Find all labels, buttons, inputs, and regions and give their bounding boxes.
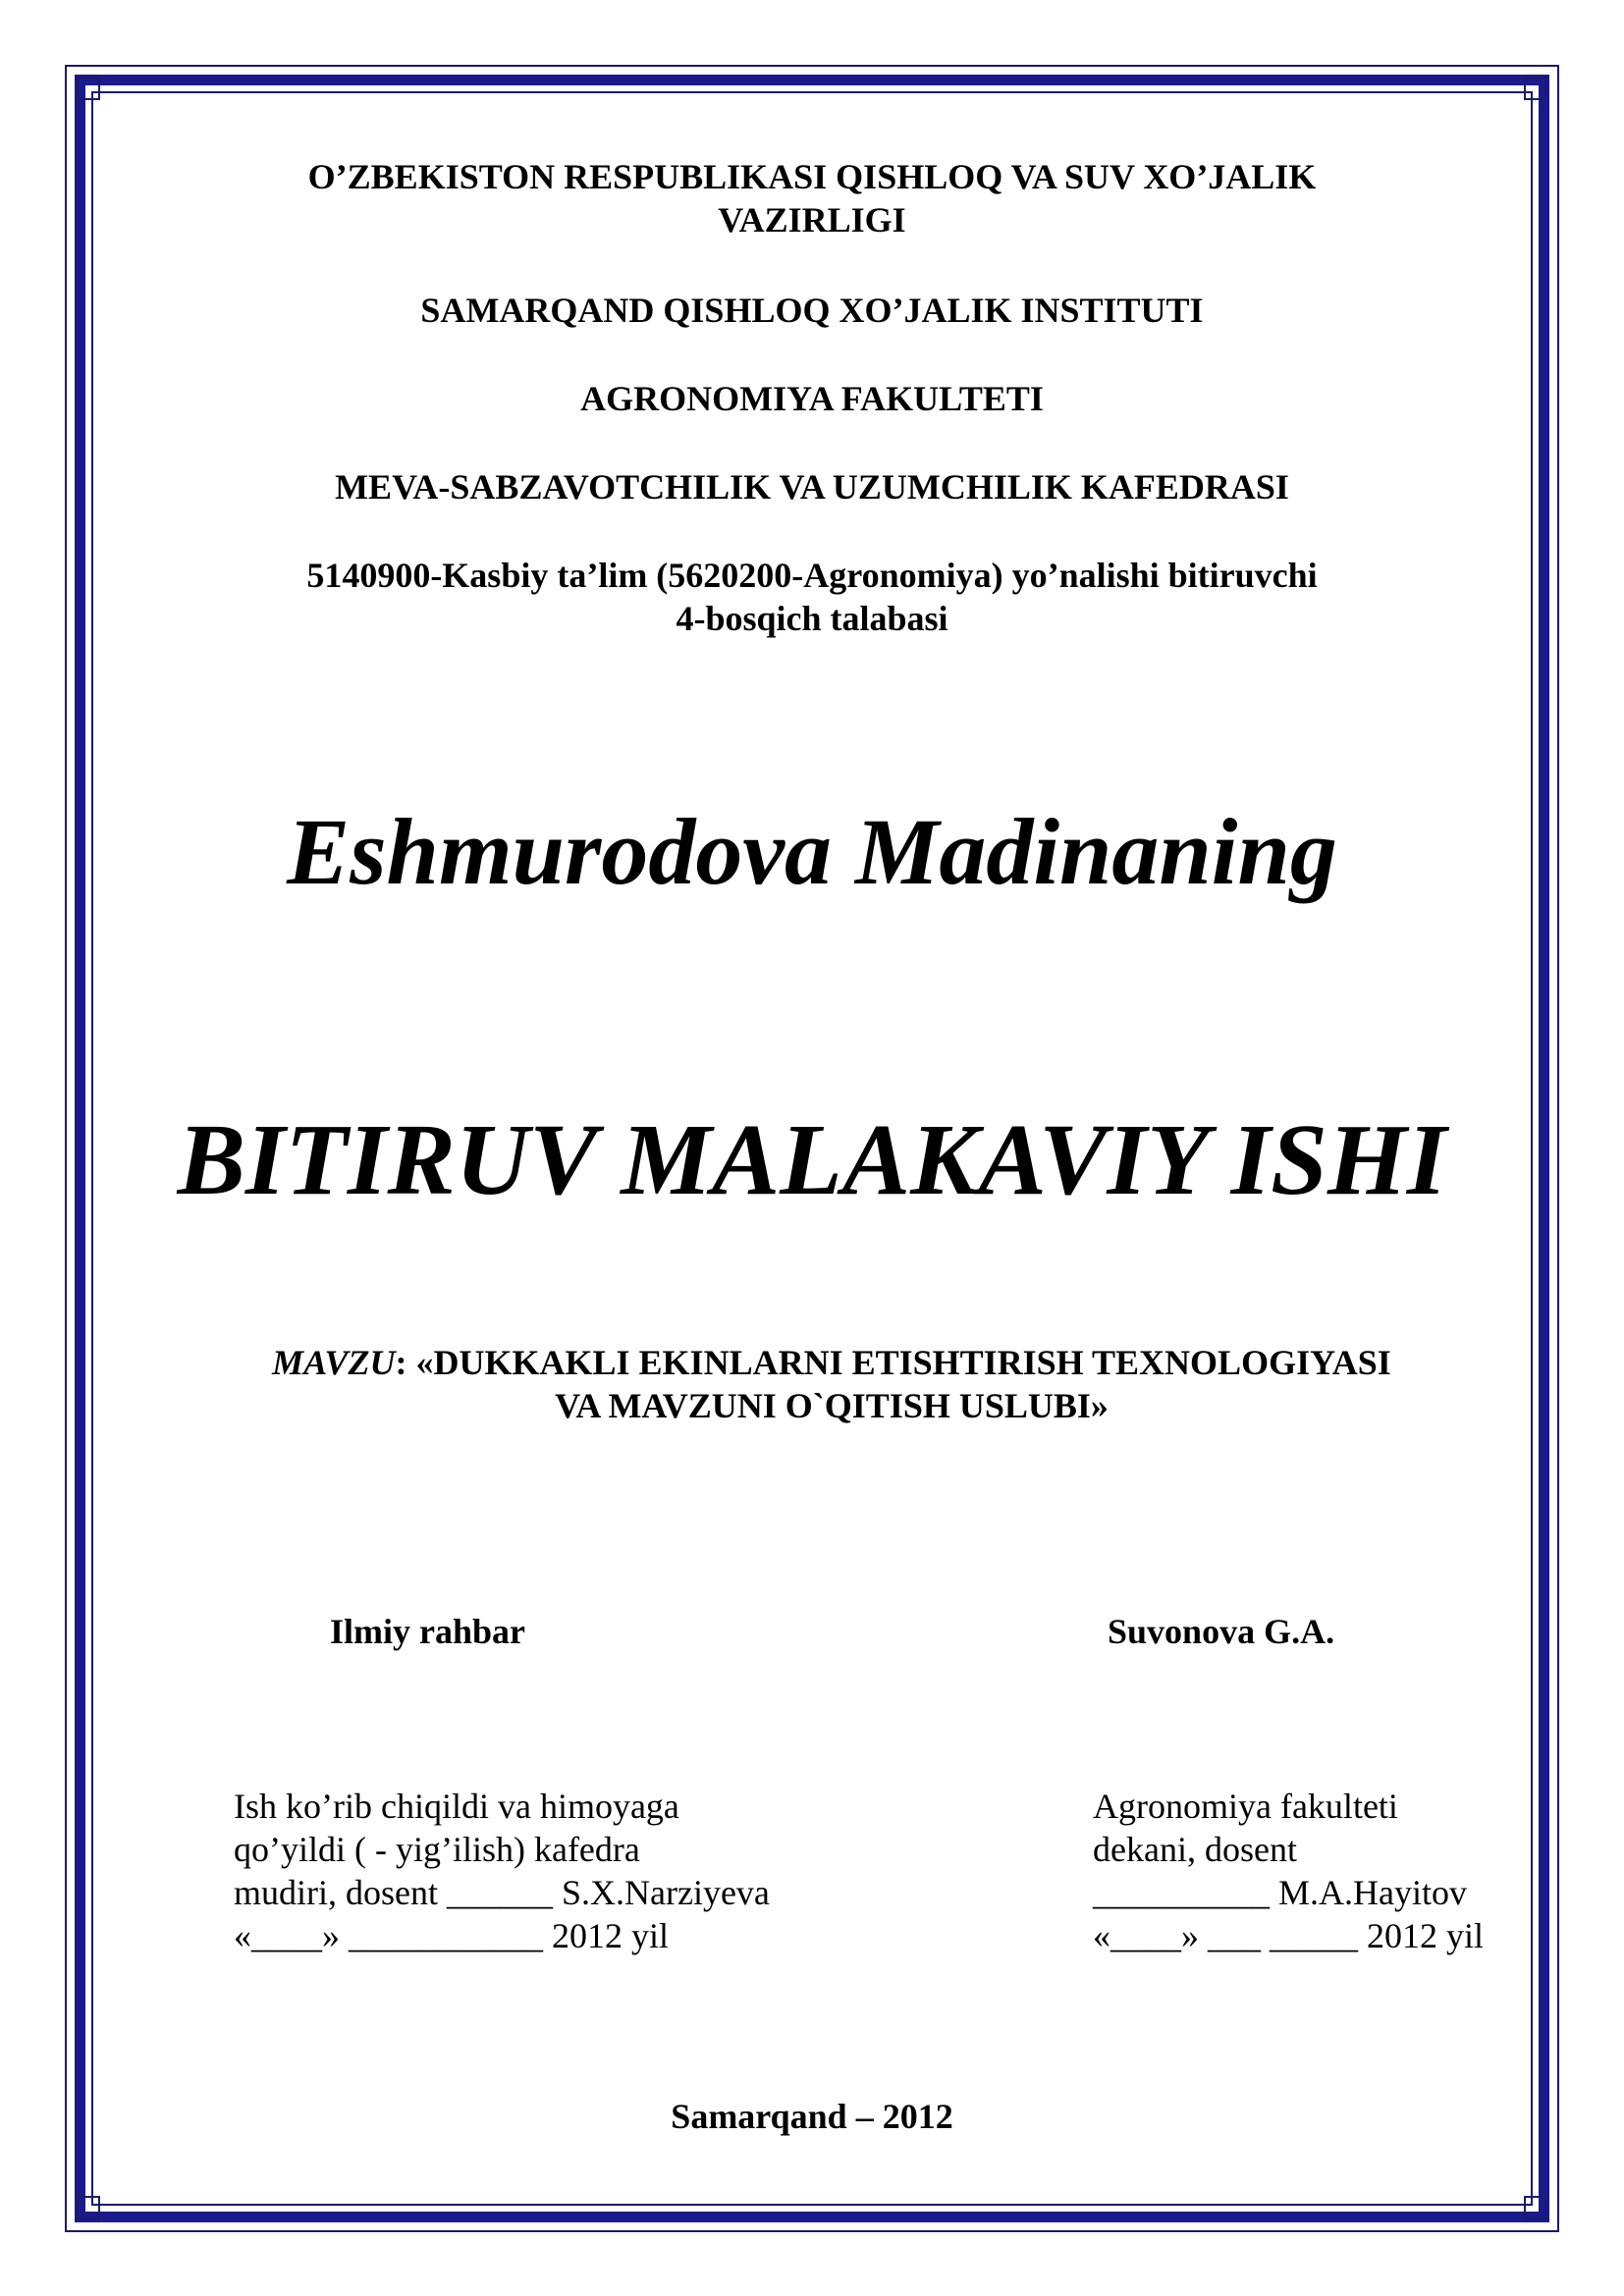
supervisor-name: Suvonova G.A. (1108, 1612, 1335, 1651)
approval-right-line-4: «____» ___ _____ 2012 yil (1093, 1916, 1485, 1955)
title-page (98, 0, 1526, 2296)
approval-left-line-3: mudiri, dosent ______ S.X.Narziyeva (234, 1873, 770, 1912)
program-line-2: 4-bosqich talabasi (676, 599, 948, 638)
approval-left-line-2: qo’yildi ( - yig’ilish) kafedra (234, 1830, 640, 1869)
ministry-line-1: O’ZBEKISTON RESPUBLIKASI QISHLOQ VA SUV XO’JALIK (307, 157, 1317, 196)
department-name: MEVA-SABZAVOTCHILIK VA UZUMCHILIK KAFEDRASI (335, 467, 1289, 507)
corner-ornament-top-left (77, 77, 100, 100)
corner-ornament-top-right (1524, 77, 1547, 100)
approval-right-line-3: __________ M.A.Hayitov (1093, 1873, 1467, 1912)
corner-ornament-bottom-right (1524, 2196, 1547, 2219)
institute-name: SAMARQAND QISHLOQ XO’JALIK INSTITUTI (420, 291, 1204, 330)
approval-right-line-1: Agronomiya fakulteti (1093, 1787, 1398, 1826)
supervisor-label: Ilmiy rahbar (330, 1612, 526, 1651)
approval-right-line-2: dekani, dosent (1093, 1830, 1297, 1869)
program-info (98, 554, 1526, 640)
approval-right (1093, 1785, 1484, 1957)
faculty-name: AGRONOMIYA FAKULTETI (580, 379, 1044, 418)
program-line-1: 5140900-Kasbiy ta’lim (5620200-Agronomiya) yo’nalishi bitiruvchi (306, 556, 1318, 595)
ministry-heading (98, 155, 1526, 241)
topic-label: MAVZU (272, 1343, 396, 1382)
corner-ornament-bottom-left (77, 2196, 100, 2219)
approval-left-line-4: «____» ___________ 2012 yil (234, 1916, 670, 1955)
work-title: BITIRUV MALAKAVIY ISHI (177, 1103, 1447, 1216)
ministry-line-2: VAZIRLIGI (718, 200, 906, 240)
approval-left (234, 1785, 770, 1957)
topic (157, 1341, 1506, 1427)
topic-line-2: VA MAVZUNI O`QITISH USLUBI» (555, 1386, 1109, 1425)
footer-city-year: Samarqand – 2012 (671, 2097, 953, 2136)
student-name: Eshmurodova Madinaning (287, 799, 1337, 904)
approval-left-line-1: Ish ko’rib chiqildi va himoyaga (234, 1787, 679, 1826)
topic-line-1 (157, 1341, 1506, 1384)
topic-text-1: : «DUKKAKLI EKINLARNI ETISHTIRISH TEXNOLOGIYASI (395, 1343, 1391, 1382)
